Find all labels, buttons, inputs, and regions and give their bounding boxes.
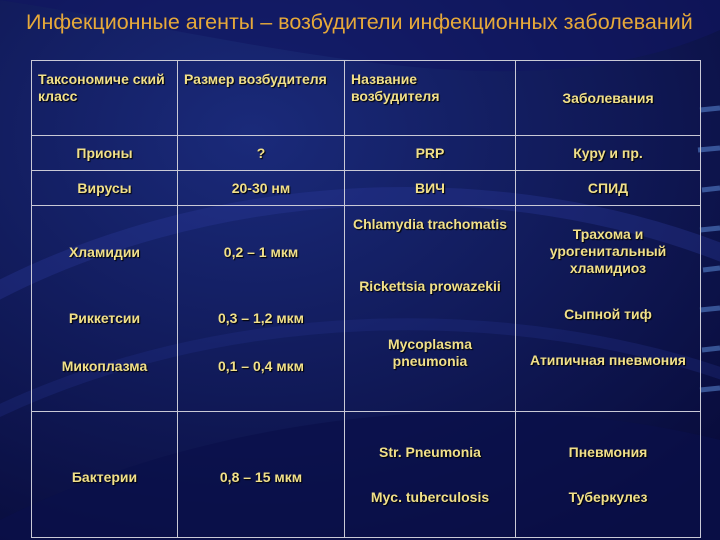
disease-tuberculosis: Туберкулез [568, 489, 648, 505]
cell-size [178, 412, 345, 538]
class-mycoplasma: Микоплазма [61, 358, 148, 374]
disease-pneumonia: Пневмония [568, 444, 648, 460]
name-chlamydia: Chlamydia trachomatis [352, 216, 508, 232]
header-pathogen-size: Размер возбудителя [178, 61, 345, 136]
cell-class: Вирусы [32, 171, 178, 206]
cell-disease: СПИД [516, 171, 701, 206]
table-header-row [32, 61, 701, 136]
class-chlamydia: Хламидии [68, 244, 141, 260]
name-rickettsia: Rickettsia prowazekii [359, 278, 501, 294]
size-rickettsia: 0,3 – 1,2 мкм [217, 310, 305, 326]
cell-class: Прионы [32, 136, 178, 171]
disease-mycoplasma: Атипичная пневмония [530, 352, 686, 368]
table-row-viruses [32, 171, 701, 206]
cell-disease: Куру и пр. [516, 136, 701, 171]
header-pathogen-name: Название возбудителя [345, 61, 516, 136]
header-taxonomic-class: Таксономиче ский класс [32, 61, 178, 136]
cell-disease [516, 412, 701, 538]
cell-size: 20-30 нм [178, 171, 345, 206]
cell-name: PRP [345, 136, 516, 171]
class-bacteria: Бактерии [71, 469, 138, 485]
cell-name [345, 412, 516, 538]
pathogens-table [31, 60, 701, 538]
cell-name-group [345, 206, 516, 412]
cell-name: ВИЧ [345, 171, 516, 206]
name-mycobacterium: Myc. tuberculosis [370, 489, 490, 505]
table-row-intracellular-group [32, 206, 701, 412]
name-streptococcus: Str. Pneumonia [379, 444, 481, 460]
size-bacteria: 0,8 – 15 мкм [219, 469, 303, 485]
cell-disease-group [516, 206, 701, 412]
size-mycoplasma: 0,1 – 0,4 мкм [217, 358, 305, 374]
cell-class [32, 412, 178, 538]
cell-class-group [32, 206, 178, 412]
cell-size: ? [178, 136, 345, 171]
disease-chlamydia: Трахома и урогенитальный хламидиоз [549, 226, 667, 276]
class-rickettsia: Риккетсии [68, 310, 141, 326]
disease-rickettsia: Сыпной тиф [564, 306, 652, 322]
cell-size-group [178, 206, 345, 412]
header-diseases: Заболевания [516, 61, 701, 136]
table-row-prions [32, 136, 701, 171]
size-chlamydia: 0,2 – 1 мкм [223, 244, 299, 260]
name-mycoplasma: Mycoplasma pneumonia [387, 336, 473, 369]
table-row-bacteria [32, 412, 701, 538]
slide-title: Инфекционные агенты – возбудители инфекционных заболеваний [26, 10, 693, 34]
